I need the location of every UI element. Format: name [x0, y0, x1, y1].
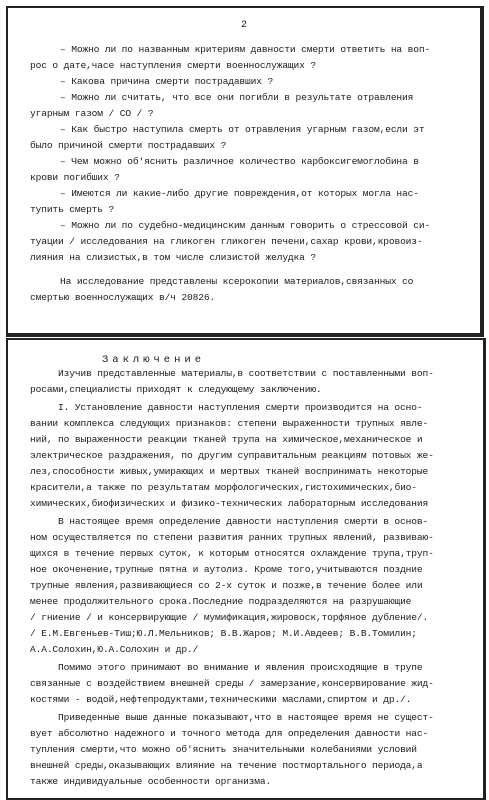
conclusion-line: тупления смерти,что можно об'яснить значительными колебаниями условий	[30, 744, 417, 755]
conclusion-line: / Е.М.Евгеньев-Тиш;Ю.Л.Мельников; В.В.Жаров; М.И.Авдеев; В.В.Томилин;	[30, 628, 417, 639]
conclusion-line: ное окоченение,трупные пятна и аутолиз. Кроме того,учитываются поздние	[30, 564, 423, 575]
conclusion-line: А.А.Солохин,Ю.А.Солохин и др./	[30, 644, 199, 655]
conclusion-line: Помимо этого принимают во внимание и явления происходящие в трупе	[58, 662, 423, 673]
conclusion-line: вует абсолютно надежного и точного метода для определения давности нас-	[30, 728, 429, 739]
conclusion-line: химических,биофизических и физико-технических лабораторным исследования	[30, 498, 429, 509]
conclusion-line: / гниение / и консервирующие / мумификация,жировоск,торфяное дубление/.	[30, 612, 429, 623]
conclusion-line: костями - водой,нефтепродуктами,техническими маслами,спиртом и др./.	[30, 694, 412, 705]
questions-section	[6, 6, 484, 337]
question-line: крови погибших ?	[30, 172, 120, 183]
conclusion-line: также индивидуальные особенности организма.	[30, 776, 272, 787]
conclusion-line: росами,специалисты приходят к следующему заключению.	[30, 384, 322, 395]
conclusion-line: менее продолжительного срока.Последние подразделяются на разрушающие	[30, 596, 412, 607]
question-line: На исследование представлены ксерокопии материалов,связанных со	[60, 276, 414, 287]
conclusion-line: внешней среды,оказывающих влияние на течение постмортального периода,а	[30, 760, 423, 771]
question-line: – Можно ли по названным критериям давности смерти ответить на воп-	[60, 44, 431, 55]
conclusion-line: ном осуществляется по степени развития ранних трупных явлений, развиваю-	[30, 532, 434, 543]
conclusion-line: вании комплекса следующих признаков: степени выраженности трупных явле-	[30, 418, 429, 429]
conclusion-line: В настоящее время определение давности наступления смерти в основ-	[58, 516, 429, 527]
question-line: лияния на слизистых,в том числе слизистой желудка ?	[30, 252, 316, 263]
conclusion-line: трупные явления,развивающиеся со 2-х суток и позже,в течение более или	[30, 580, 423, 591]
conclusion-line: красители,а также по результатам морфологических,гистохимических,био-	[30, 482, 417, 493]
conclusion-line: Изучив представленные материалы,в соответствии с поставленными воп-	[58, 368, 434, 379]
conclusion-section	[6, 338, 486, 800]
conclusion-line: ний, по выраженности реакции тканей трупа на химическое,механическое и	[30, 434, 423, 445]
conclusion-line: Приведенные выше данные показывают,что в настоящее время не сущест-	[58, 712, 434, 723]
question-line: – Можно ли по судебно-медицинским данным говорить о стрессовой си-	[60, 220, 431, 231]
question-line: – Какова причина смерти пострадавших ?	[60, 76, 274, 87]
conclusion-line: связанные с воздействием внешней среды / замерзание,консервирование жид-	[30, 678, 434, 689]
conclusion-heading: Заключение	[102, 354, 206, 366]
conclusion-line: электрическое раздражения, по другим суправитальным реакциям потовых же-	[30, 450, 434, 461]
question-line: угарным газом / СО / ?	[30, 108, 154, 119]
question-line: – Чем можно об'яснить различное количество карбоксигемоглобина в	[60, 156, 419, 167]
page-number: 2	[240, 20, 247, 31]
conclusion-line: щихся в течение первых суток, к которым относятся охлаждение трупа,труп-	[30, 548, 434, 559]
question-line: было причиной смерти пострадавших ?	[30, 140, 227, 151]
question-line: тупить смерть ?	[30, 204, 115, 215]
question-line: – Можно ли считать, что все они погибли в результате отравления	[60, 92, 414, 103]
question-line: – Как быстро наступила смерть от отравления угарным газом,если эт	[60, 124, 425, 135]
question-line: смертью военнослужащих в/ч 20826.	[30, 292, 216, 303]
question-line: рос о дате,часе наступления смерти военнослужащих ?	[30, 60, 316, 71]
question-line: туации / исследования на гликоген гликоген печени,сахар крови,кровоиз-	[30, 236, 423, 247]
conclusion-line: лез,способности живых,умирающих и мертвых тканей воспринимать некоторые	[30, 466, 429, 477]
question-line: – Имеются ли какие-либо другие повреждения,от которых могла нас-	[60, 188, 419, 199]
conclusion-line: I. Установление давности наступления смерти производится на осно-	[58, 402, 423, 413]
